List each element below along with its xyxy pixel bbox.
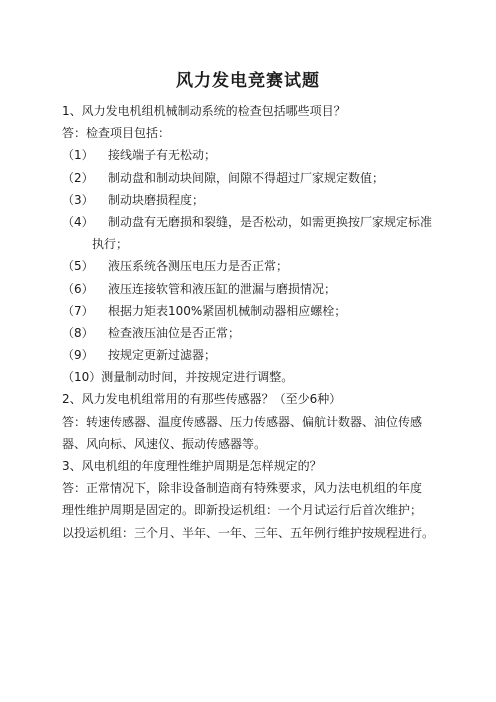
list-item-number: （5）	[62, 259, 94, 274]
list-item-text: 制动块磨损程度；	[108, 192, 205, 207]
question-3: 3、风电机组的年度理性维护周期是怎样规定的？	[62, 459, 322, 473]
list-item-number: （6）	[62, 281, 94, 296]
list-item	[62, 300, 438, 322]
list-item-last: （10）测量制动时间，并按规定进行调整。	[62, 370, 294, 385]
list-item-number: （1）	[62, 148, 94, 163]
list-item-number: （2）	[62, 170, 94, 185]
list-item	[62, 211, 438, 233]
list-item-text: 按规定更新过滤器；	[108, 348, 217, 363]
list-item-number: （8）	[62, 325, 94, 340]
list-item	[62, 322, 438, 344]
question-2: 2、风力发电机组常用的有那些传感器？（至少6种）	[62, 392, 342, 407]
list-item-text: 制动盘和制动块间隙，间隙不得超过厂家规定数值；	[108, 170, 385, 185]
list-item-number: （9）	[62, 348, 94, 363]
list-item-text: 根据力矩表100%紧固机械制动器相应螺栓；	[108, 303, 347, 318]
answer-2-line-1: 答：转速传感器、温度传感器、压力传感器、偏航计数器、油位传感	[62, 414, 423, 429]
list-item-text: 液压系统各测压电压力是否正常；	[108, 259, 289, 274]
document-body	[62, 100, 438, 544]
list-item-text: 接线端子有无松动；	[108, 148, 217, 163]
list-item-number: （7）	[62, 303, 94, 318]
list-item	[62, 255, 438, 277]
list-item-number: （4）	[62, 214, 94, 229]
list-item	[62, 189, 438, 211]
list-item-number: （3）	[62, 192, 94, 207]
document-title: 风力发电竞赛试题	[176, 71, 320, 91]
question-1: 1、风力发电机组机械制动系统的检查包括哪些项目？	[62, 104, 346, 118]
list-item	[62, 167, 438, 189]
list-item	[62, 344, 438, 366]
answer-1-intro: 答：检查项目包括：	[62, 126, 171, 141]
list-item-text: 制动盘有无磨损和裂缝，是否松动，如需更换按厂家规定标准	[108, 214, 433, 229]
answer-2-line-2: 器、风向标、风速仪、振动传感器等。	[62, 436, 267, 451]
list-item-continuation: 执行；	[92, 237, 129, 252]
list-item-text: 液压连接软管和液压缸的泄漏与磨损情况；	[108, 281, 337, 296]
list-item	[62, 278, 438, 300]
list-item	[62, 144, 438, 166]
answer-3-line-2: 理性维护周期是固定的。即新投运机组：一个月试运行后首次维护；	[62, 503, 423, 518]
answer-3-line-1: 答：正常情况下，除非设备制造商有特殊要求，风力法电机组的年度	[62, 481, 423, 496]
answer-3-line-3: 以投运机组：三个月、半年、一年、三年、五年例行维护按规程进行。	[62, 525, 435, 540]
list-item-text: 检查液压油位是否正常；	[108, 325, 241, 340]
